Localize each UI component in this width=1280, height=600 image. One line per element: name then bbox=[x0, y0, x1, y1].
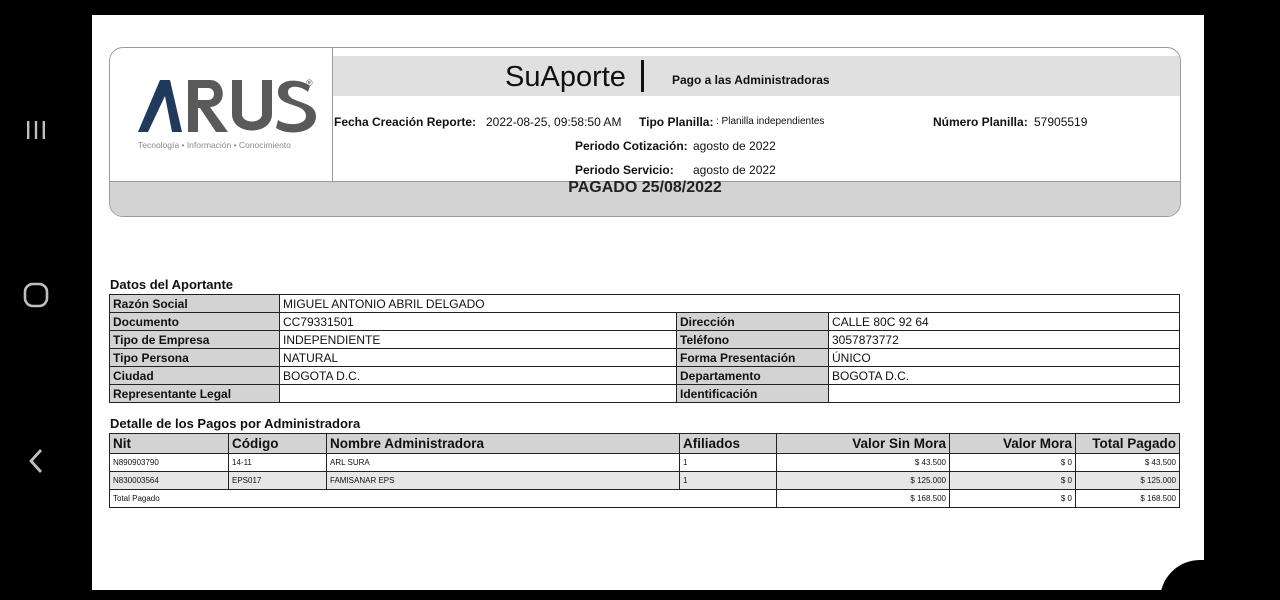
table-row bbox=[110, 349, 1180, 367]
aportante-section-title: Datos del Aportante bbox=[110, 277, 234, 292]
tipo-empresa-value: INDEPENDIENTE bbox=[280, 331, 677, 349]
representante-value bbox=[280, 385, 677, 403]
aportante-table bbox=[109, 294, 1180, 403]
tipo-persona-value: NATURAL bbox=[280, 349, 677, 367]
cell-valor-sin-mora: $ 43.500 bbox=[777, 454, 950, 472]
total-valor-sin-mora: $ 168.500 bbox=[777, 490, 950, 508]
ciudad-label: Ciudad bbox=[110, 367, 280, 385]
telefono-value: 3057873772 bbox=[829, 331, 1180, 349]
title-separator bbox=[641, 60, 644, 92]
identificacion-value bbox=[829, 385, 1180, 403]
fecha-value: 2022-08-25, 09:58:50 AM bbox=[486, 115, 622, 129]
documento-label: Documento bbox=[110, 313, 280, 331]
back-button[interactable] bbox=[18, 443, 54, 479]
back-icon bbox=[26, 447, 46, 475]
identificacion-label: Identificación bbox=[677, 385, 829, 403]
documento-value: CC79331501 bbox=[280, 313, 677, 331]
recent-apps-button[interactable] bbox=[18, 112, 54, 148]
table-row bbox=[110, 313, 1180, 331]
home-button[interactable] bbox=[18, 277, 54, 313]
cell-codigo: EPS017 bbox=[229, 472, 327, 490]
logo-tagline: Tecnología • Información • Conocimiento bbox=[138, 140, 291, 150]
document-page bbox=[92, 15, 1204, 590]
report-header bbox=[109, 47, 1181, 217]
ciudad-value: BOGOTA D.C. bbox=[280, 367, 677, 385]
table-row bbox=[110, 367, 1180, 385]
table-row bbox=[110, 385, 1180, 403]
table-row bbox=[110, 295, 1180, 313]
col-total-pagado: Total Pagado bbox=[1076, 434, 1180, 454]
cell-nit: N830003564 bbox=[110, 472, 229, 490]
tipo-planilla-value: : Planilla independientes bbox=[716, 116, 825, 127]
payment-status: PAGADO 25/08/2022 bbox=[568, 179, 722, 196]
tipo-empresa-label: Tipo de Empresa bbox=[110, 331, 280, 349]
cell-valor-mora: $ 0 bbox=[950, 454, 1076, 472]
cell-afiliados: 1 bbox=[680, 472, 777, 490]
col-nombre: Nombre Administradora bbox=[327, 434, 680, 454]
report-subtitle: Pago a las Administradoras bbox=[672, 73, 830, 87]
cell-total-pagado: $ 43.500 bbox=[1076, 454, 1180, 472]
col-nit: Nit bbox=[110, 434, 229, 454]
razon-social-label: Razón Social bbox=[110, 295, 280, 313]
cell-nombre: ARL SURA bbox=[327, 454, 680, 472]
total-label: Total Pagado bbox=[110, 490, 777, 508]
system-nav-bar bbox=[0, 0, 92, 590]
total-valor-mora: $ 0 bbox=[950, 490, 1076, 508]
cell-total-pagado: $ 125.000 bbox=[1076, 472, 1180, 490]
home-icon bbox=[22, 281, 50, 309]
cell-nit: N890903790 bbox=[110, 454, 229, 472]
app-title: SuAporte bbox=[505, 61, 626, 93]
cell-codigo: 14-11 bbox=[229, 454, 327, 472]
table-row bbox=[110, 472, 1180, 490]
recent-apps-icon bbox=[24, 118, 48, 142]
numero-planilla-value: 57905519 bbox=[1034, 115, 1088, 129]
tipo-planilla-label: Tipo Planilla: bbox=[639, 115, 714, 129]
razon-social-value: MIGUEL ANTONIO ABRIL DELGADO bbox=[280, 295, 1180, 313]
table-row bbox=[110, 331, 1180, 349]
total-pagado: $ 168.500 bbox=[1076, 490, 1180, 508]
cell-afiliados: 1 bbox=[680, 454, 777, 472]
pagos-table bbox=[109, 433, 1180, 508]
col-codigo: Código bbox=[229, 434, 327, 454]
cell-valor-mora: $ 0 bbox=[950, 472, 1076, 490]
col-valor-sin-mora: Valor Sin Mora bbox=[777, 434, 950, 454]
periodo-servicio-label: Periodo Servicio: bbox=[575, 163, 674, 177]
cell-nombre: FAMISANAR EPS bbox=[327, 472, 680, 490]
cell-valor-sin-mora: $ 125.000 bbox=[777, 472, 950, 490]
periodo-cotizacion-value: agosto de 2022 bbox=[693, 139, 776, 153]
arus-logo: ® bbox=[136, 76, 316, 139]
col-valor-mora: Valor Mora bbox=[950, 434, 1076, 454]
forma-presentacion-label: Forma Presentación bbox=[677, 349, 829, 367]
periodo-servicio-value: agosto de 2022 bbox=[693, 163, 776, 177]
total-row bbox=[110, 490, 1180, 508]
pagos-section-title: Detalle de los Pagos por Administradora bbox=[110, 416, 361, 431]
numero-planilla-label: Número Planilla: bbox=[933, 115, 1028, 129]
telefono-label: Teléfono bbox=[677, 331, 829, 349]
representante-label: Representante Legal bbox=[110, 385, 280, 403]
tipo-persona-label: Tipo Persona bbox=[110, 349, 280, 367]
screen-border-right bbox=[1204, 0, 1280, 590]
table-row bbox=[110, 454, 1180, 472]
fecha-label: Fecha Creación Reporte: bbox=[334, 115, 477, 129]
col-afiliados: Afiliados bbox=[680, 434, 777, 454]
logo-cell bbox=[110, 48, 333, 181]
direccion-label: Dirección bbox=[677, 313, 829, 331]
direccion-value: CALLE 80C 92 64 bbox=[829, 313, 1180, 331]
table-header-row bbox=[110, 434, 1180, 454]
departamento-label: Departamento bbox=[677, 367, 829, 385]
periodo-cotizacion-label: Periodo Cotización: bbox=[575, 139, 688, 153]
forma-presentacion-value: ÚNICO bbox=[829, 349, 1180, 367]
departamento-value: BOGOTA D.C. bbox=[829, 367, 1180, 385]
